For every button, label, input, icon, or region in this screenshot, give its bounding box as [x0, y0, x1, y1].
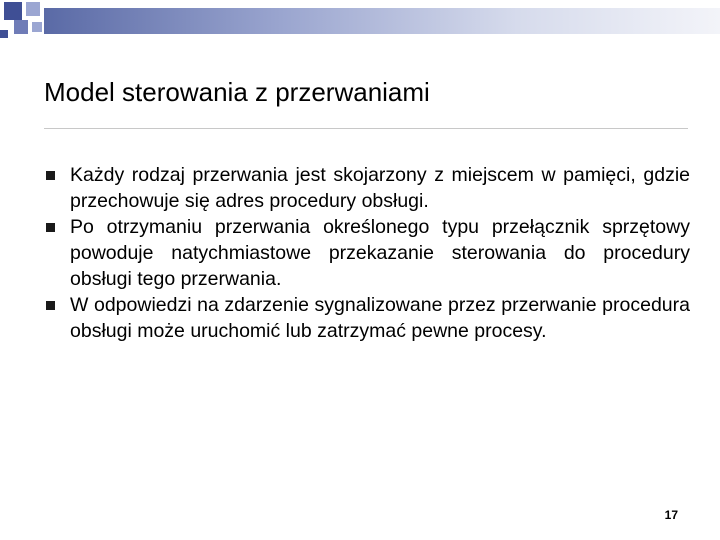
square-bullet-icon	[46, 171, 55, 180]
decor-square	[32, 22, 42, 32]
header-gradient-bar	[44, 8, 720, 34]
square-bullet-icon	[46, 223, 55, 232]
decor-square	[26, 2, 40, 16]
decor-square	[0, 30, 8, 38]
bullet-item	[44, 162, 690, 214]
bullet-item	[44, 214, 690, 292]
bullet-text: W odpowiedzi na zdarzenie sygnalizowane przez przerwanie procedura obsługi może uruchomić lub zatrzymać pewne procesy.	[70, 294, 690, 342]
bullet-item	[44, 292, 690, 344]
page-number: 17	[664, 508, 678, 522]
title-divider	[44, 128, 688, 129]
square-bullet-icon	[46, 301, 55, 310]
decor-square	[4, 2, 22, 20]
slide-title: Model sterowania z przerwaniami	[44, 77, 430, 107]
bullet-text: Każdy rodzaj przerwania jest skojarzony z miejscem w pamięci, gdzie przechowuje się adres procedury obsługi.	[70, 164, 690, 212]
decor-square	[14, 20, 28, 34]
header-decoration	[0, 0, 720, 40]
bullet-list	[44, 162, 690, 344]
bullet-text: Po otrzymaniu przerwania określonego typu przełącznik sprzętowy powoduje natychmiastowe przekazanie sterowania do procedury obsługi tego przerwania.	[70, 216, 690, 290]
